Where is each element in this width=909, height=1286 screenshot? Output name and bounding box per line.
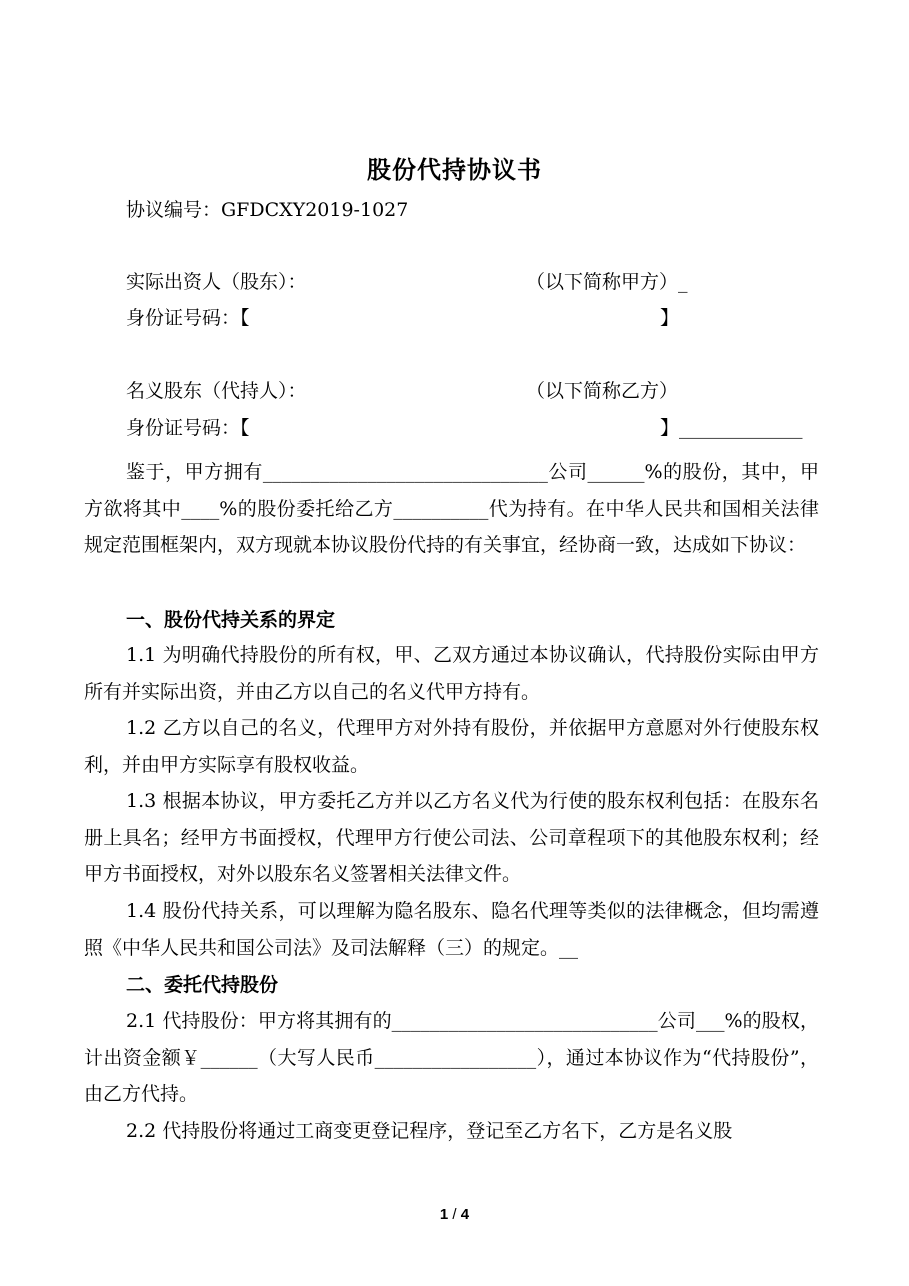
clause-2-2: 2.2 代持股份将通过工商变更登记程序，登记至乙方名下，乙方是名义股 [126, 1120, 733, 1142]
party-a-note: （以下简称甲方）_ [526, 271, 688, 293]
clause-1-1: 1.1 为明确代持股份的所有权，甲、乙双方通过本协议确认，代持股份实际由甲方所有并实际出资，并由乙方以自己的名义代甲方持有。 [84, 644, 819, 703]
page-indicator [0, 1206, 909, 1223]
clause-1-3: 1.3 根据本协议，甲方委托乙方并以乙方名义代为行使的股东权利包括：在股东名册上具名；经甲方书面授权，代理甲方行使公司法、公司章程项下的其他股东权利；经甲方书面授权，对外以股东名义签署相关法律文件。 [84, 790, 819, 885]
party-a-label: 实际出资人（股东）： [126, 271, 307, 293]
party-a-id-close: 】 [660, 307, 680, 329]
party-a-id-label: 身份证号码：【 [126, 307, 250, 329]
total-pages-number: 4 [460, 1206, 470, 1223]
section-1-heading: 一、股份代持关系的界定 [126, 609, 336, 631]
section-2-heading: 二、委托代持股份 [126, 974, 279, 996]
page-separator: / [448, 1206, 461, 1223]
party-b-id-close: 】_____________ [660, 417, 803, 439]
clause-1-4: 1.4 股份代持关系，可以理解为隐名股东、隐名代理等类似的法律概念，但均需遵照《中华人民共和国公司法》及司法解释（三）的规定。__ [84, 900, 819, 959]
agreement-number: 协议编号：GFDCXY2019-1027 [126, 199, 409, 221]
clause-2-1: 2.1 代持股份：甲方将其拥有的____________________________公司___%的股权，计出资金额￥______（大写人民币_________________），通过本协议作为“代持股份”，由乙方代持。 [84, 1010, 819, 1105]
party-b-id-label: 身份证号码：【 [126, 417, 250, 439]
document-title: 股份代持协议书 [367, 155, 542, 184]
party-b-label: 名义股东（代持人）： [126, 380, 307, 402]
clause-1-2: 1.2 乙方以自己的名义，代理甲方对外持有股份，并依据甲方意愿对外行使股东权利，并由甲方实际享有股权收益。 [84, 717, 819, 776]
current-page-number: 1 [439, 1206, 449, 1223]
preamble-paragraph: 鉴于，甲方拥有______________________________公司______%的股份，其中，甲方欲将其中____%的股份委托给乙方__________代为持有。在中华人民共和国相关法律规定范围框架内，双方现就本协议股份代持的有关事宜，经协商一致，达成如下协议： [84, 461, 819, 556]
party-b-note: （以下简称乙方） [526, 380, 679, 402]
